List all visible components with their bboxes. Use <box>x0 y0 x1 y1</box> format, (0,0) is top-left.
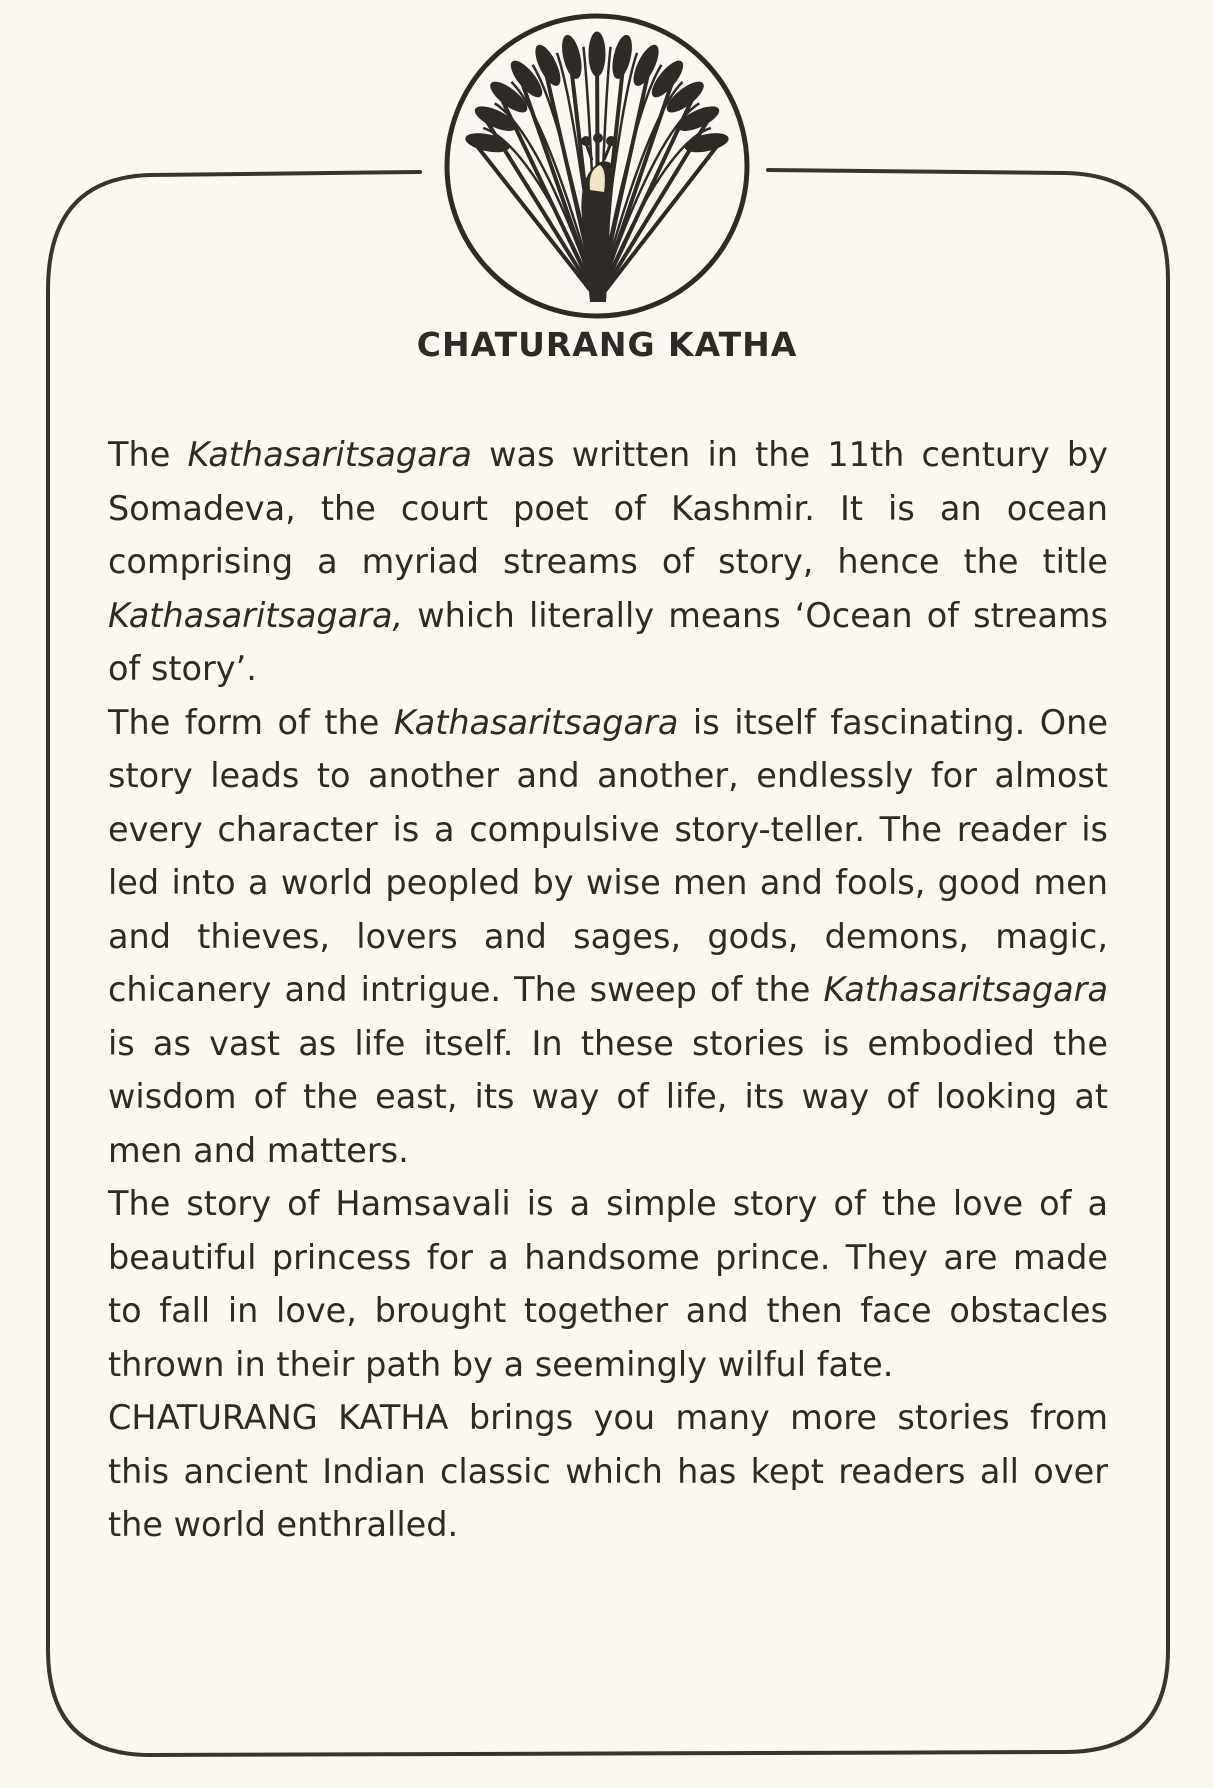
italic-title-text: Kathasaritsagara <box>823 970 1108 1009</box>
text-segment: The form of the <box>108 702 394 742</box>
italic-title-text: Kathasaritsagara, <box>108 595 404 635</box>
text-segment: CHATURANG KATHA brings you many more stories from this ancient Indian classic which has kept readers all over the world enthralled. <box>108 1398 1108 1544</box>
text-segment: The story of Hamsavali is a simple story of the love of a beautiful princess for a handsome prince. They are made to fall in love, brought together and then face obstacles thrown in their path by a seemingly wilful fate. <box>108 1184 1108 1384</box>
text-segment: is as vast as life itself. In these stories is embodied the wisdom of the east, its way of life, its way of looking at men and matters. <box>108 1023 1108 1170</box>
italic-title-text: Kathasaritsagara <box>187 435 472 474</box>
text-segment: which literally means ‘Ocean of streams of story’. <box>108 595 1108 688</box>
text-segment: is itself fascinating. One story leads to another and another, endlessly for almost every character is a compulsive story-teller. The reader is led into a world peopled by wise men and fools, good men and thieves, lovers and sages, gods, demons, magic, chicanery and intrigue. The sweep of the <box>108 702 1108 1009</box>
italic-title-text: Kathasaritsagara <box>393 702 679 742</box>
paragraph-3 <box>108 1177 1108 1391</box>
text-segment: The <box>108 435 188 474</box>
peacock-logo-icon <box>447 16 747 316</box>
paragraph-4 <box>108 1391 1108 1552</box>
description-text <box>108 428 1108 1552</box>
paragraph-1 <box>108 428 1108 696</box>
brand-name: CHATURANG KATHA <box>416 325 798 364</box>
paragraph-2 <box>108 696 1108 1178</box>
text-segment: was written in the 11th century by Somadeva, the court poet of Kashmir. It is an ocean comprising a myriad streams of story, hence the title <box>108 435 1108 581</box>
